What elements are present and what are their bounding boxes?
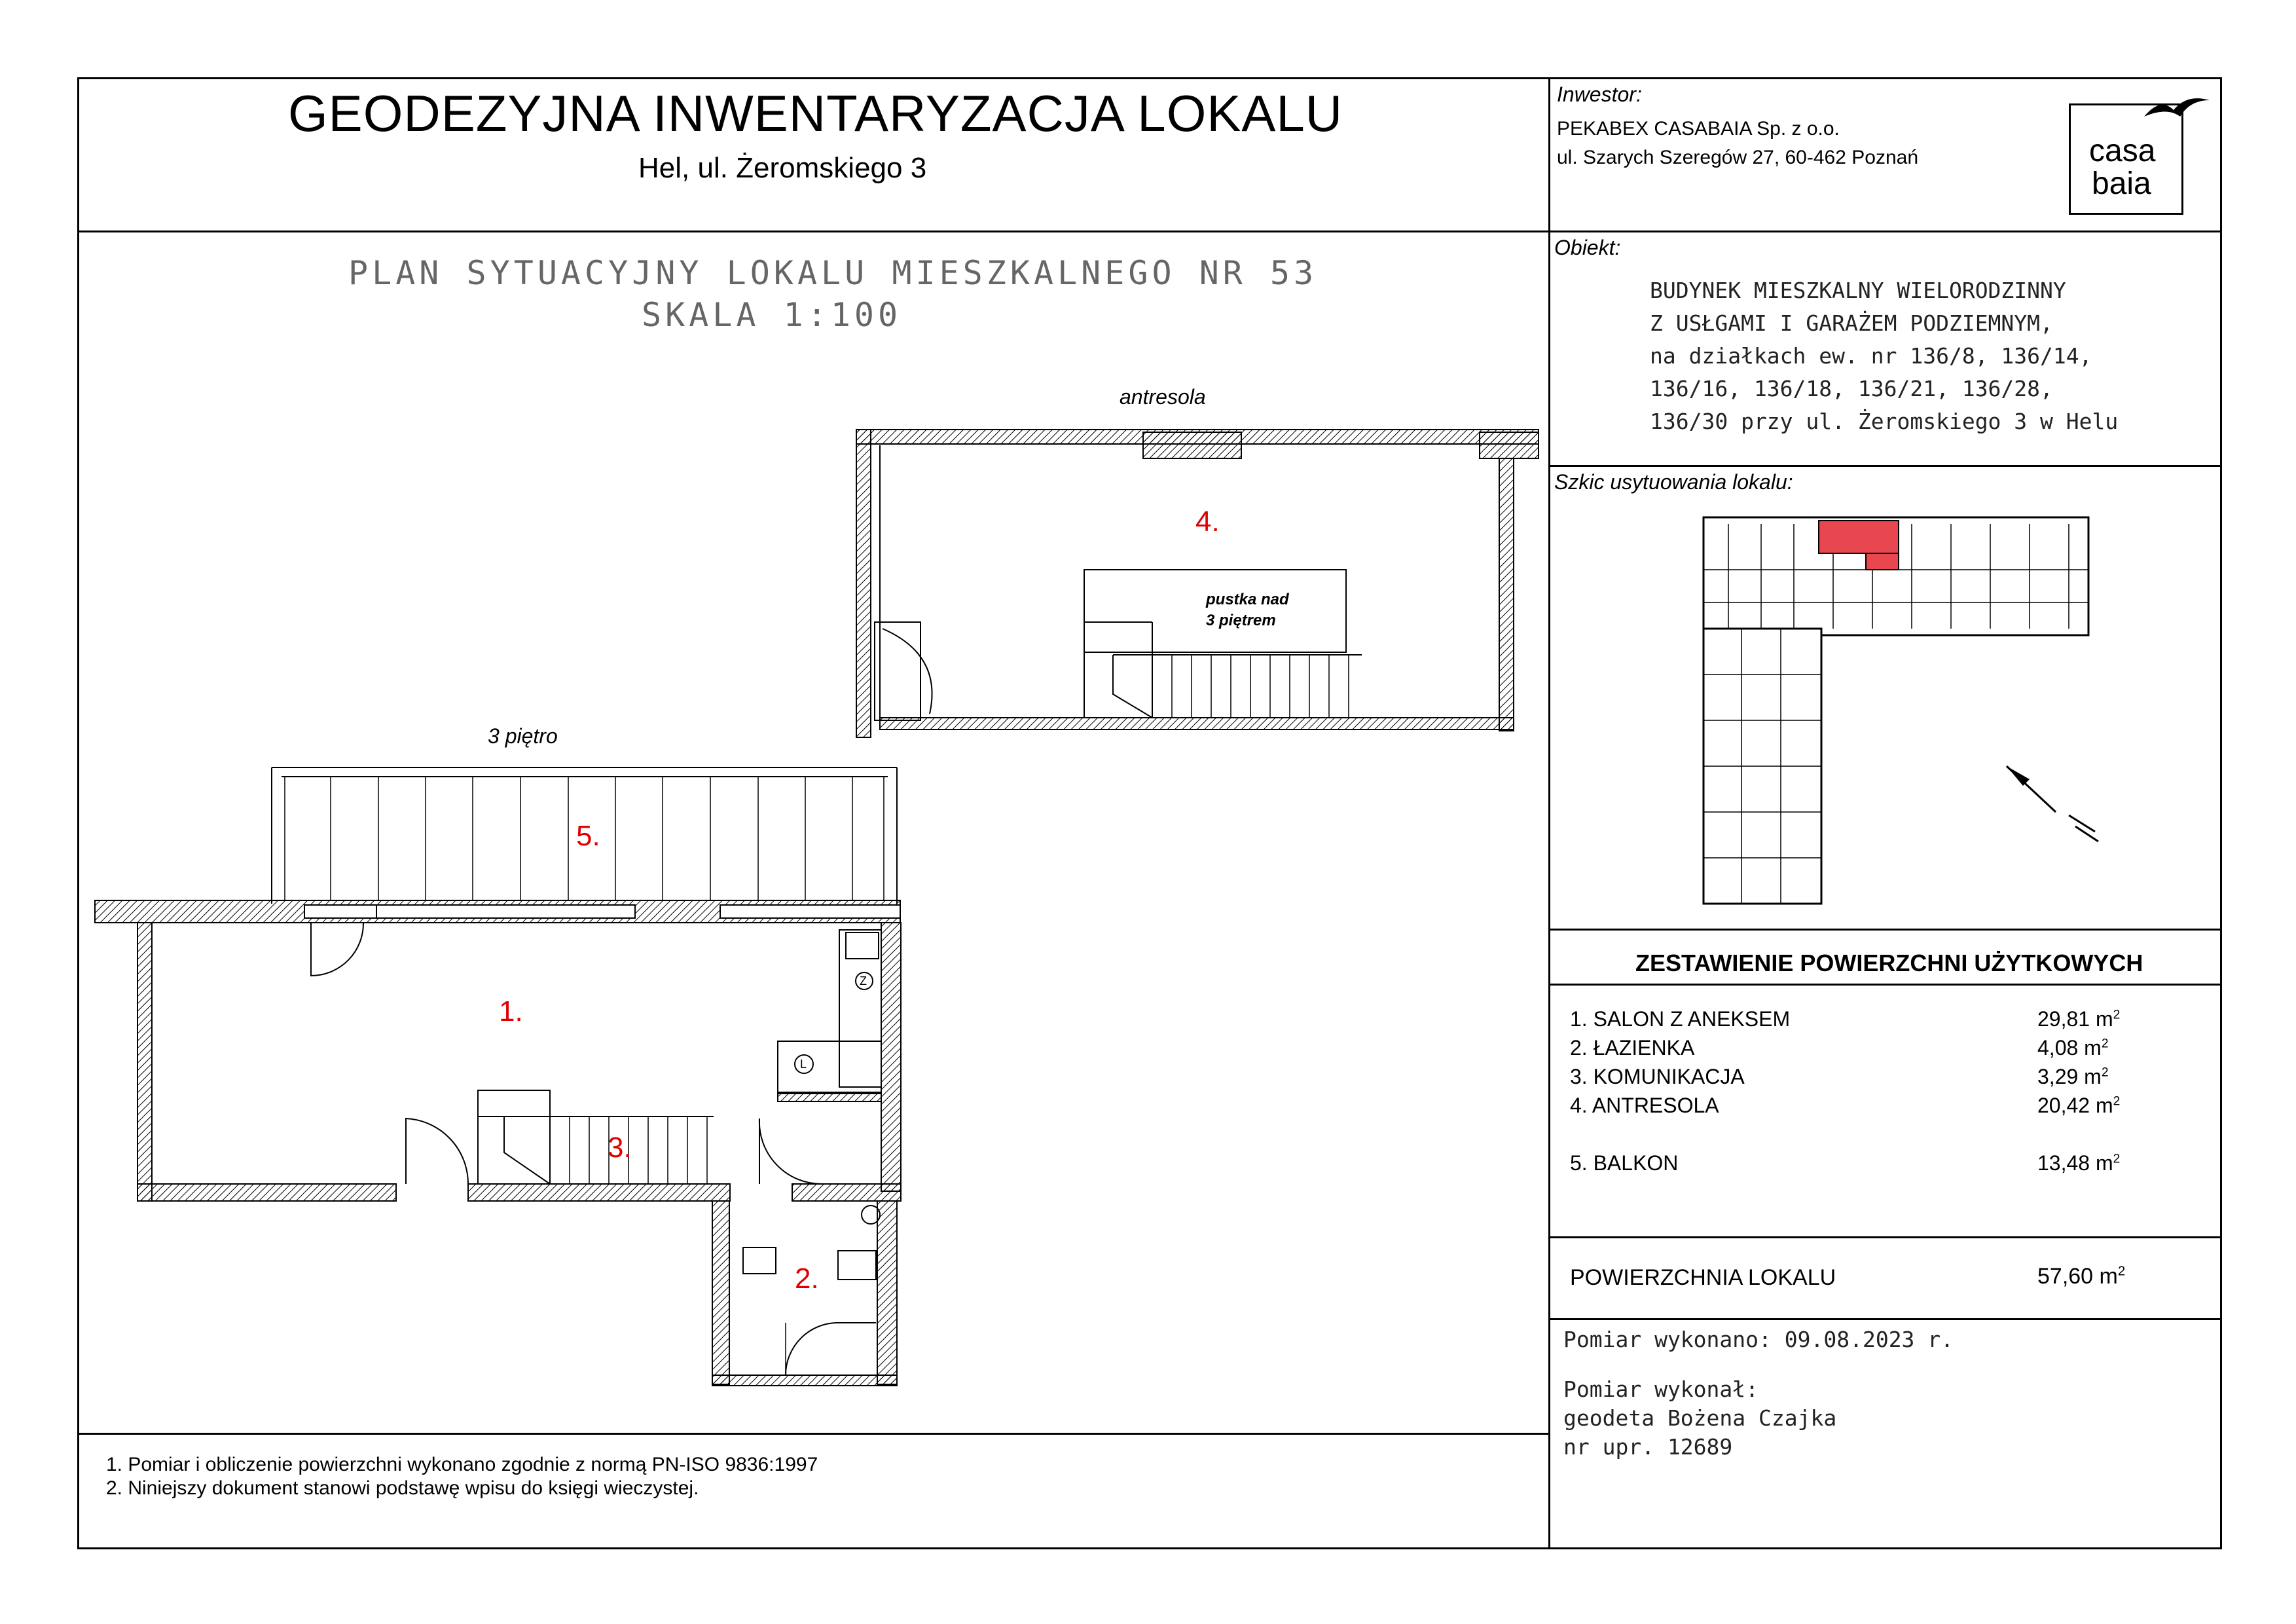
area-row-2-value: 4,08 $m^2$ <box>2037 1036 2109 1060</box>
area-row-4-name: 4. ANTRESOLA <box>1570 1094 1719 1117</box>
object-line-4: 136/16, 136/18, 136/21, 136/28, <box>1650 376 2053 401</box>
antresola-label: antresola <box>1120 385 1206 409</box>
measurement-license: nr upr. 12689 <box>1563 1434 1733 1460</box>
investor-label: Inwestor: <box>1557 83 1642 106</box>
logo-text-baia: baia <box>2092 166 2151 201</box>
area-row-2-name: 2. ŁAZIENKA <box>1570 1036 1695 1060</box>
document-title: GEODEZYJNA INWENTARYZACJA LOKALU <box>288 84 1343 142</box>
void-label-line2: 3 piętrem <box>1206 612 1276 629</box>
area-row-3-value: 3,29 $m^2$ <box>2037 1065 2109 1088</box>
object-line-3: na działkach ew. nr 136/8, 136/14, <box>1650 343 2092 369</box>
room-label-4: 4. <box>1195 506 1220 538</box>
room-label-1: 1. <box>499 995 523 1027</box>
fixture-l-label: L <box>800 1058 807 1071</box>
area-row-1-value: 29,81 $m^2$ <box>2037 1007 2121 1031</box>
location-sketch-building <box>1704 517 2098 904</box>
room-label-3: 3. <box>608 1132 632 1164</box>
measurement-surveyor: geodeta Bożena Czajka <box>1563 1405 1837 1431</box>
antresola-plan <box>856 430 1539 737</box>
plan-title: PLAN SYTUACYJNY LOKALU MIESZKALNEGO NR 53 <box>348 254 1318 292</box>
sketch-label: Szkic usytuowania lokalu: <box>1554 470 1793 494</box>
room-label-5: 5. <box>576 820 600 852</box>
plan-scale: SKALA 1:100 <box>642 296 902 334</box>
total-area-label: POWIERZCHNIA LOKALU <box>1570 1265 1836 1290</box>
floor-label: 3 piętro <box>488 724 558 748</box>
void-label-line1: pustka nad <box>1206 591 1289 608</box>
areas-heading: ZESTAWIENIE POWIERZCHNI UŻYTKOWYCH <box>1635 950 2143 976</box>
investor-address: ul. Szarych Szeregów 27, 60-462 Poznań <box>1557 147 1918 168</box>
note-1: 1. Pomiar i obliczenie powierzchni wykonano zgodnie z normą PN-ISO 9836:1997 <box>106 1454 818 1475</box>
area-row-1-name: 1. SALON Z ANEKSEM <box>1570 1007 1791 1031</box>
fixture-z-label: Z <box>860 974 867 987</box>
logo-text-casa: casa <box>2089 134 2156 168</box>
total-area-value: 57,60 $m^2$ <box>2037 1264 2126 1289</box>
room-label-2: 2. <box>795 1263 819 1295</box>
object-line-5: 136/30 przy ul. Żeromskiego 3 w Helu <box>1650 409 2119 434</box>
note-2: 2. Niniejszy dokument stanowi podstawę wpisu do księgi wieczystej. <box>106 1477 699 1499</box>
object-label: Obiekt: <box>1554 236 1621 259</box>
object-line-2: Z USŁGAMI I GARAŻEM PODZIEMNYM, <box>1650 310 2053 336</box>
floor3-plan <box>95 767 901 1386</box>
area-row-5-name: 5. BALKON <box>1570 1151 1679 1175</box>
area-row-4-value: 20,42 $m^2$ <box>2037 1094 2121 1117</box>
area-row-5-value: 13,48 $m^2$ <box>2037 1151 2121 1175</box>
measurement-by-label: Pomiar wykonał: <box>1563 1376 1759 1402</box>
area-row-3-name: 3. KOMUNIKACJA <box>1570 1065 1745 1088</box>
object-line-1: BUDYNEK MIESZKALNY WIELORODZINNY <box>1650 278 2066 303</box>
measurement-date: Pomiar wykonano: 09.08.2023 r. <box>1563 1327 1954 1352</box>
document-address: Hel, ul. Żeromskiego 3 <box>638 152 927 184</box>
investor-name: PEKABEX CASABAIA Sp. z o.o. <box>1557 118 1840 139</box>
